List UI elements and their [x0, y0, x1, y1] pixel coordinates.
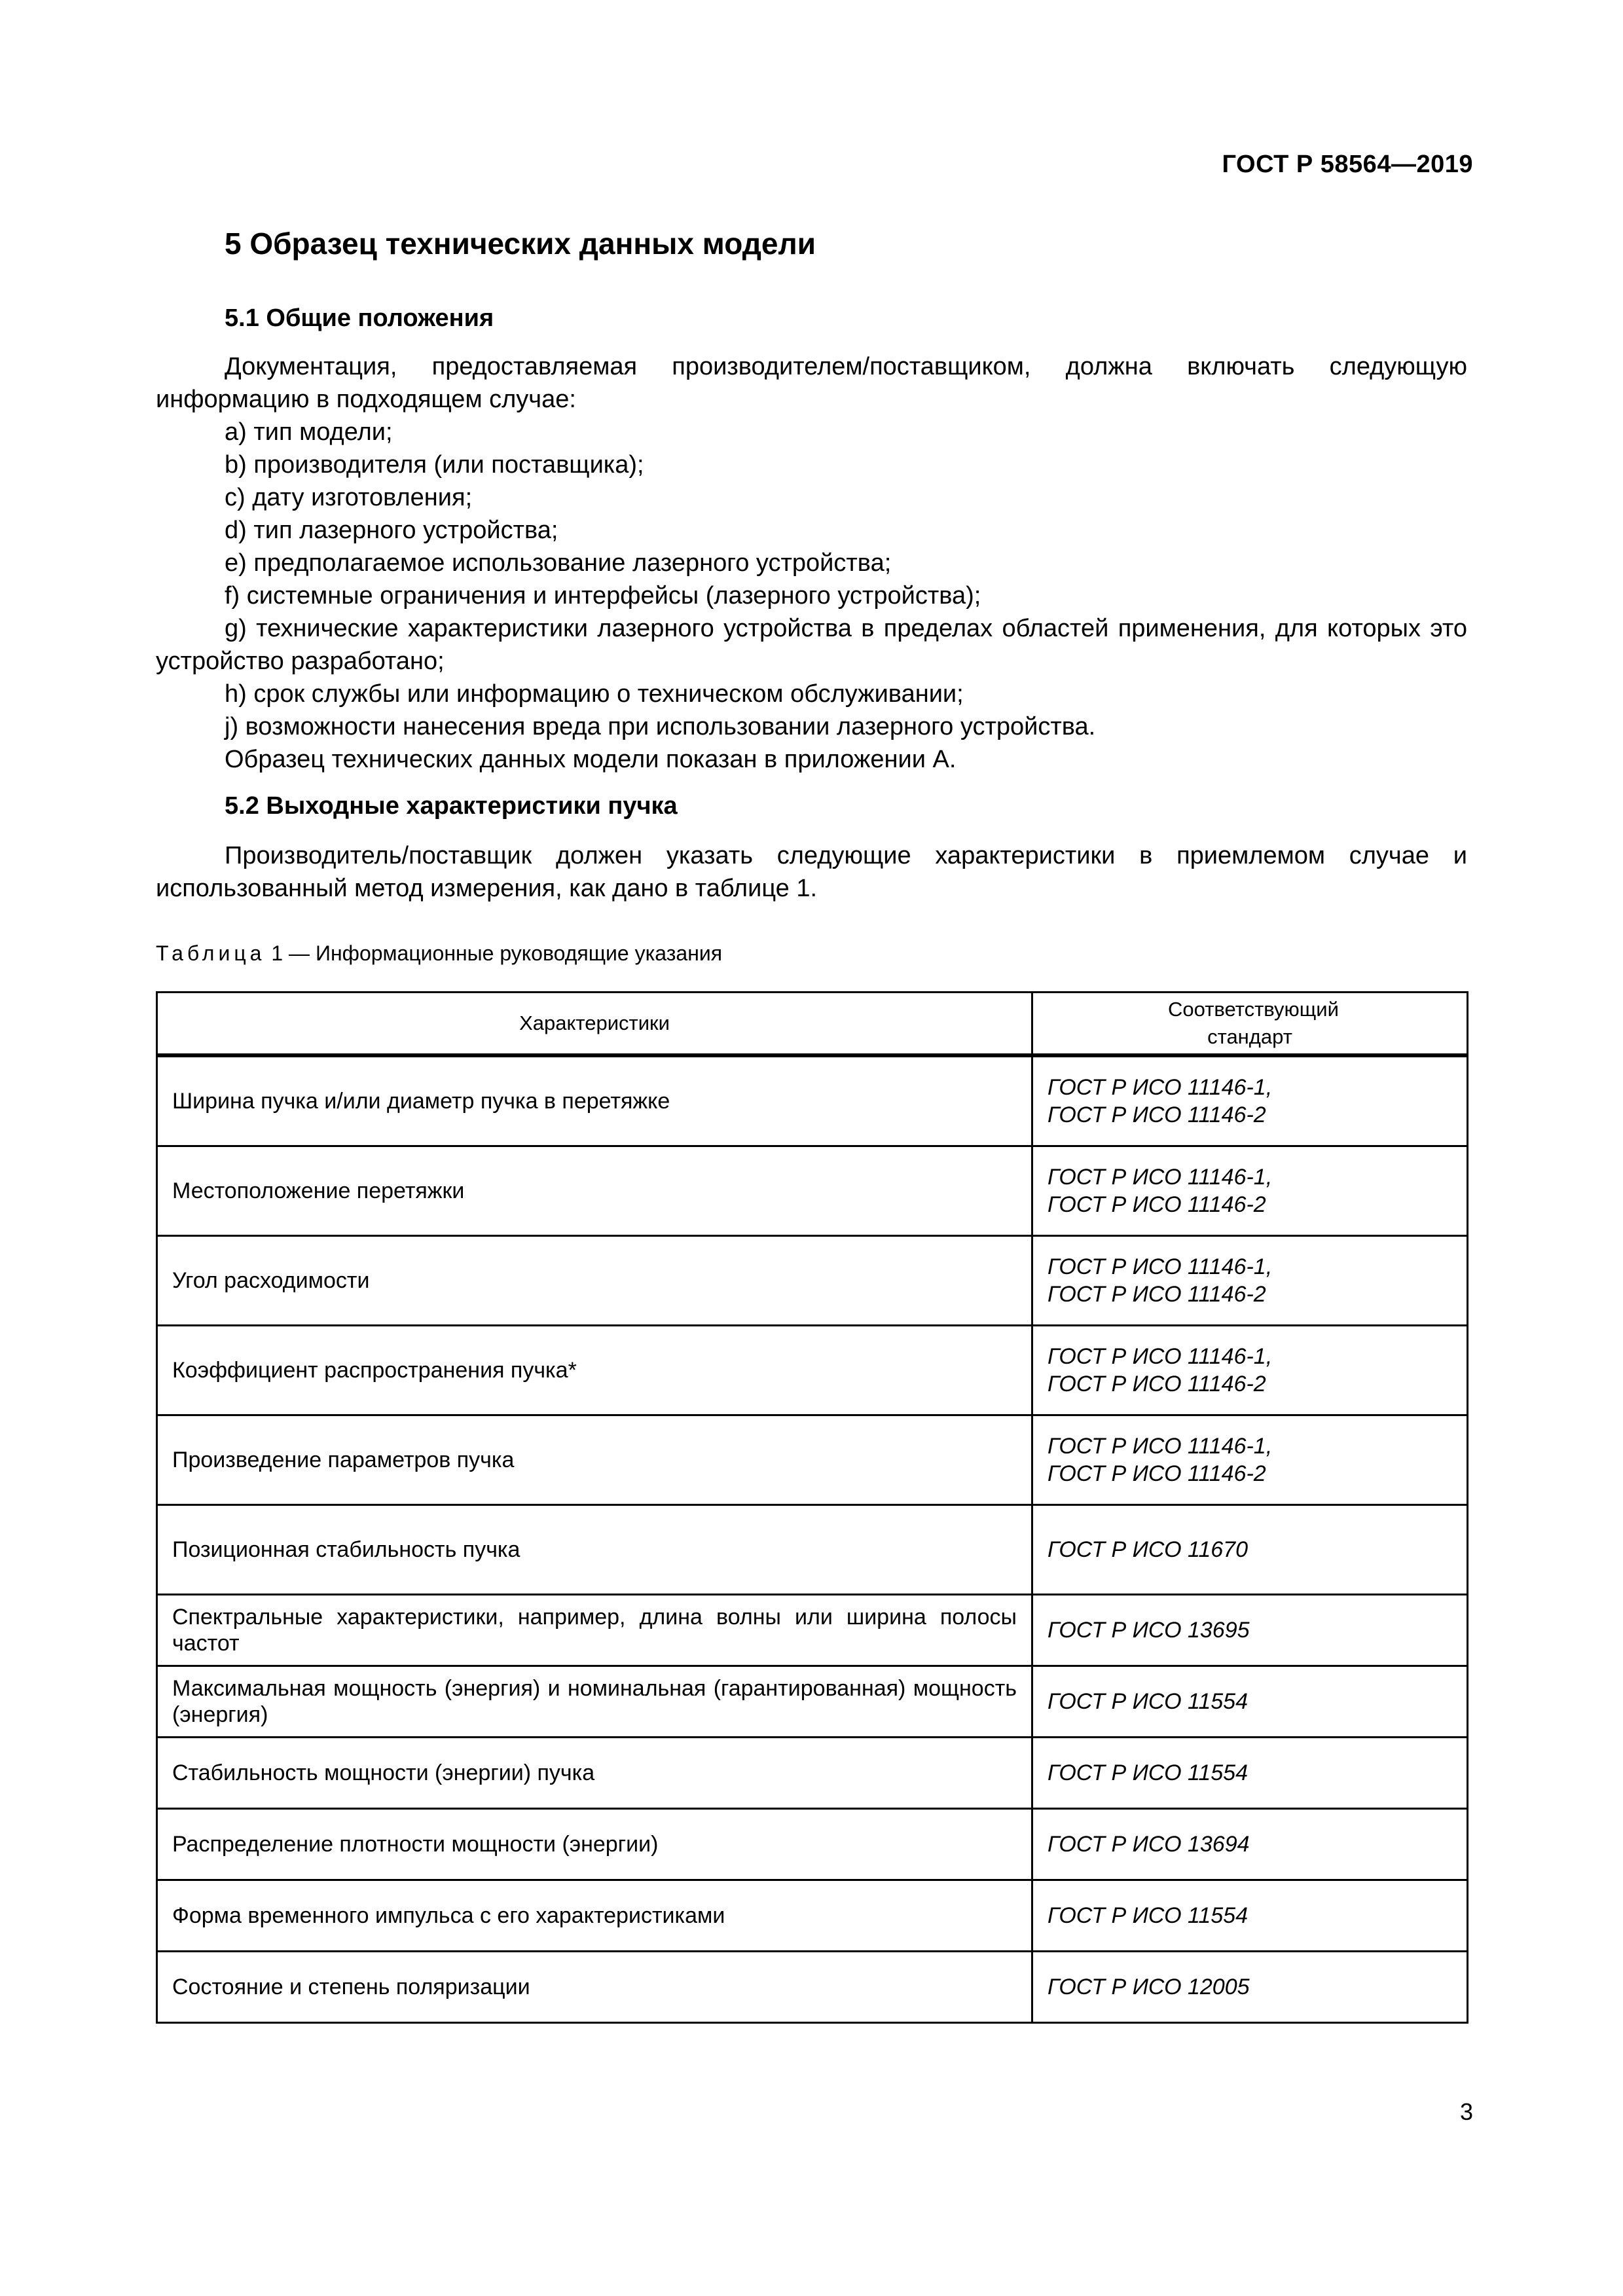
- characteristic-cell: Ширина пучка и/или диаметр пучка в перетяжке: [157, 1055, 1032, 1146]
- document-standard-header: ГОСТ Р 58564—2019: [1222, 151, 1473, 178]
- characteristic-cell: Стабильность мощности (энергии) пучка: [157, 1738, 1032, 1809]
- requirements-list: [156, 416, 1467, 776]
- list-item: Образец технических данных модели показан в приложении А.: [225, 746, 957, 773]
- standard-ref: ГОСТ Р ИСО 11146-2: [1048, 1102, 1266, 1127]
- characteristic-cell: Спектральные характеристики, например, длина волны или ширина полосы частот: [157, 1595, 1032, 1666]
- standard-cell: ГОСТ Р ИСО 11554: [1032, 1738, 1468, 1809]
- standard-cell: ГОСТ Р ИСО 11670: [1032, 1505, 1468, 1595]
- standard-cell: ГОСТ Р ИСО 13695: [1032, 1595, 1468, 1666]
- intro-text: Документация, предоставляемая производителем/поставщиком, должна включать следующую информацию в подходящем случае:: [156, 353, 1467, 413]
- table-row: [157, 1952, 1468, 2023]
- characteristic-cell: Произведение параметров пучка: [157, 1415, 1032, 1505]
- list-item: c) дату изготовления;: [225, 484, 473, 511]
- characteristic-cell: Форма временного импульса с его характеристиками: [157, 1880, 1032, 1952]
- table-row: [157, 1146, 1468, 1236]
- standard-ref: ГОСТ Р ИСО 11146-2: [1048, 1282, 1266, 1307]
- table-caption-text: 1 — Информационные руководящие указания: [271, 941, 723, 965]
- standard-cell: ГОСТ Р ИСО 11554: [1032, 1666, 1468, 1738]
- subsection-5-1-intro: [156, 350, 1467, 416]
- table-caption-label: Таблица: [156, 941, 266, 965]
- section-title: 5 Образец технических данных модели: [225, 227, 816, 261]
- characteristic-cell: Местоположение перетяжки: [157, 1146, 1032, 1236]
- table-caption: [156, 941, 722, 966]
- column-header-standard-text: Соответствующий стандарт: [1168, 998, 1339, 1048]
- standard-ref: ГОСТ Р ИСО 11146-2: [1048, 1192, 1266, 1217]
- standard-cell: ГОСТ Р ИСО 13694: [1032, 1809, 1468, 1880]
- table-row: [157, 1326, 1468, 1415]
- subsection-5-2-text: [156, 839, 1467, 905]
- table-row: [157, 1505, 1468, 1595]
- standard-cell: [1032, 1146, 1468, 1236]
- standard-ref: ГОСТ Р ИСО 11146-2: [1048, 1461, 1266, 1486]
- characteristic-cell: Коэффициент распространения пучка*: [157, 1326, 1032, 1415]
- standard-cell: ГОСТ Р ИСО 12005: [1032, 1952, 1468, 2023]
- table-row: [157, 1236, 1468, 1326]
- list-item: f) системные ограничения и интерфейсы (лазерного устройства);: [225, 582, 981, 610]
- standard-cell: [1032, 1326, 1468, 1415]
- list-item: d) тип лазерного устройства;: [225, 517, 558, 544]
- column-header-standard: [1032, 993, 1468, 1056]
- standard-cell: [1032, 1415, 1468, 1505]
- characteristics-table: [156, 991, 1468, 2024]
- characteristic-cell: Максимальная мощность (энергия) и номинальная (гарантированная) мощность (энергия): [157, 1666, 1032, 1738]
- subsection-5-1-title: 5.1 Общие положения: [225, 304, 494, 332]
- standard-cell: [1032, 1055, 1468, 1146]
- table-row: [157, 1666, 1468, 1738]
- table-row: [157, 1415, 1468, 1505]
- list-item: b) производителя (или поставщика);: [225, 451, 644, 479]
- standard-ref: ГОСТ Р ИСО 11146-2: [1048, 1372, 1266, 1396]
- table-row: [157, 1595, 1468, 1666]
- table-row: [157, 1880, 1468, 1952]
- page-number: 3: [1459, 2098, 1473, 2125]
- table-row: [157, 1809, 1468, 1880]
- characteristic-cell: Угол расходимости: [157, 1236, 1032, 1326]
- subsection-5-2-title: 5.2 Выходные характеристики пучка: [225, 792, 678, 820]
- standard-ref: ГОСТ Р ИСО 11146-1,: [1048, 1434, 1273, 1459]
- table-row: [157, 1055, 1468, 1146]
- subsection-5-2-body: Производитель/поставщик должен указать следующие характеристики в приемлемом случае и использованный метод измерения, как дано в таблице 1.: [156, 842, 1467, 902]
- standard-ref: ГОСТ Р ИСО 11146-1,: [1048, 1075, 1273, 1100]
- standard-ref: ГОСТ Р ИСО 11146-1,: [1048, 1165, 1273, 1190]
- list-item: h) срок службы или информацию о техническом обслуживании;: [225, 680, 964, 708]
- list-item: g) технические характеристики лазерного устройства в пределах областей применения, для которых это устройство разработано;: [156, 615, 1467, 675]
- standard-cell: [1032, 1236, 1468, 1326]
- standard-cell: ГОСТ Р ИСО 11554: [1032, 1880, 1468, 1952]
- characteristic-cell: Состояние и степень поляризации: [157, 1952, 1032, 2023]
- characteristic-cell: Распределение плотности мощности (энергии): [157, 1809, 1032, 1880]
- table-row: [157, 1738, 1468, 1809]
- list-item: a) тип модели;: [225, 418, 393, 446]
- table-header-row: [157, 993, 1468, 1056]
- list-item: e) предполагаемое использование лазерного устройства;: [225, 549, 892, 577]
- column-header-characteristics: Характеристики: [157, 993, 1032, 1056]
- list-item: j) возможности нанесения вреда при использовании лазерного устройства.: [225, 713, 1096, 740]
- characteristic-cell: Позиционная стабильность пучка: [157, 1505, 1032, 1595]
- standard-ref: ГОСТ Р ИСО 11146-1,: [1048, 1254, 1273, 1279]
- standard-ref: ГОСТ Р ИСО 11146-1,: [1048, 1344, 1273, 1369]
